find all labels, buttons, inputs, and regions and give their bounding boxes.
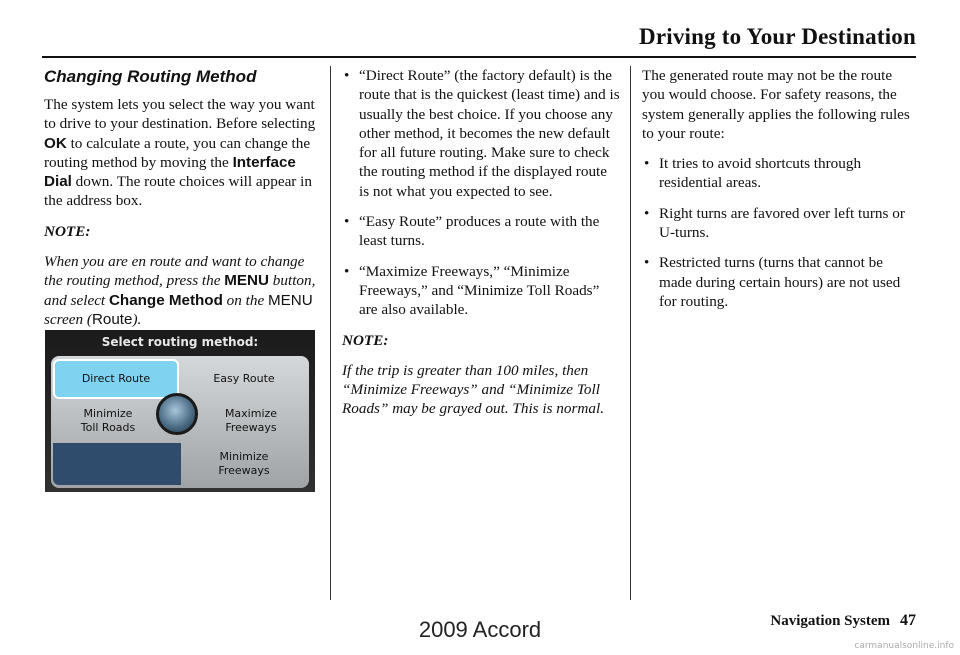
route-ref: Route — [91, 310, 133, 328]
note-text: If the trip is greater than 100 miles, then “Minimize Freeways” and “Minimize Toll Roads” may be grayed out. This is normal. — [342, 361, 604, 418]
screen-title: Select routing method: — [101, 335, 259, 349]
middle-column — [342, 66, 620, 430]
minimize-freeways-button[interactable]: Minimize Freeways — [218, 450, 270, 477]
note-text — [44, 252, 319, 329]
routing-method-screen — [45, 330, 315, 492]
rules-intro: The generated route may not be the route you would choose. For safety reasons, the system generally applies the following rules to your route: — [642, 67, 910, 142]
model-label: 2009 Accord — [418, 617, 542, 642]
route-rules-list — [642, 154, 918, 311]
maximize-freeways-button[interactable]: Maximize Freeways — [224, 407, 278, 434]
section-heading: Changing Routing Method — [44, 67, 257, 86]
note-label: NOTE: — [342, 331, 389, 349]
right-column — [642, 66, 918, 322]
minimize-toll-roads-button[interactable]: Minimize Toll Roads — [80, 407, 136, 434]
text: down. The route choices will appear in the address box. — [44, 173, 312, 210]
intro-paragraph — [44, 95, 319, 211]
text: screen ( — [44, 310, 92, 328]
list-item: • Restricted turns (turns that cannot be made during certain hours) are not used for routing. — [642, 253, 918, 311]
list-item: • “Easy Route” produces a route with the least turns. — [342, 212, 620, 251]
list-item: • “Maximize Freeways,” “Minimize Freeways,” and “Minimize Toll Roads” are also available. — [342, 262, 620, 320]
column-divider — [630, 66, 631, 600]
easy-route-button[interactable]: Easy Route — [213, 372, 275, 385]
column-divider — [330, 66, 331, 600]
text: The system lets you select the way you want to drive to your destination. Before selecting — [44, 96, 316, 133]
note-label: NOTE: — [44, 222, 91, 240]
routing-options-list — [342, 66, 620, 320]
list-item: • Right turns are favored over left turns or U-turns. — [642, 204, 918, 243]
direct-route-button[interactable]: Direct Route — [53, 359, 179, 399]
page-number: 47 — [900, 612, 916, 629]
ok-button-ref: OK — [44, 134, 67, 152]
left-column — [44, 66, 319, 340]
menu-screen-ref: MENU — [268, 291, 313, 309]
header-rule — [42, 56, 916, 58]
text: button, and select — [44, 272, 316, 309]
text: ). — [132, 310, 142, 328]
list-item: • “Direct Route” (the factory default) is the route that is the quickest (least time) and is usually the best choice. If you choose any other method, it becomes the new default for all future routing. Make sure to check the routing method if the displayed route is not what you expected to see. — [342, 66, 620, 201]
text: on the — [222, 291, 268, 309]
footer-label: Navigation System — [770, 613, 890, 629]
watermark: carmanualsonline.info — [854, 641, 954, 651]
interface-dial-ref: Interface Dial — [44, 153, 296, 191]
change-method-ref: Change Method — [108, 291, 223, 309]
text: When you are en route and want to change the routing method, press the — [44, 253, 305, 290]
menu-button-ref: MENU — [224, 272, 269, 290]
interface-dial-icon — [156, 393, 198, 435]
list-item: • It tries to avoid shortcuts through residential areas. — [642, 154, 918, 193]
text: to calculate a route, you can change the routing method by moving the — [44, 134, 311, 171]
empty-slot — [53, 443, 181, 485]
page-header-title: Driving to Your Destination — [639, 24, 916, 49]
